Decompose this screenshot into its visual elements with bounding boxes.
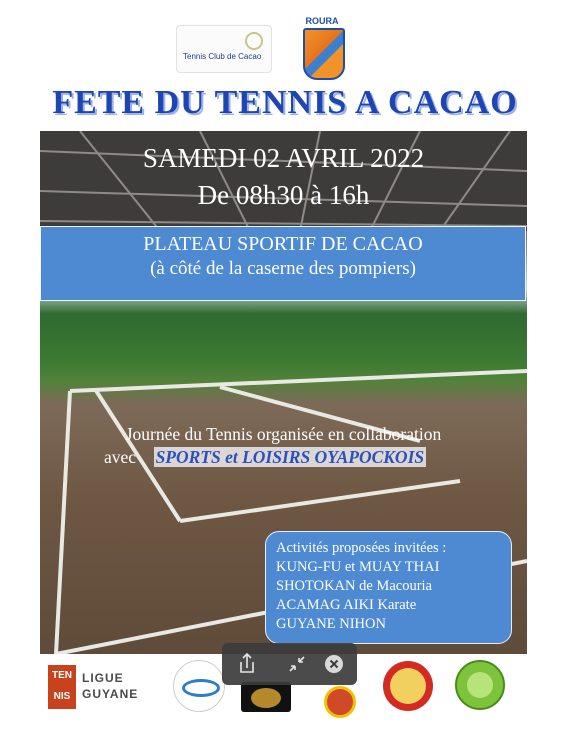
sports-loisirs-logo xyxy=(173,660,225,712)
tennis-ball-icon xyxy=(245,32,263,50)
swoosh-icon xyxy=(182,679,220,697)
share-icon xyxy=(230,649,264,679)
event-time: De 08h30 à 16h xyxy=(197,180,370,210)
exit-fullscreen-icon xyxy=(280,649,314,679)
activities-box xyxy=(265,531,512,644)
share-button[interactable] xyxy=(230,649,264,679)
fighter-icon xyxy=(324,686,356,718)
activity-item: KUNG-FU et MUAY THAI xyxy=(276,559,440,575)
activity-item: SHOTOKAN de Macouria xyxy=(276,578,432,594)
emblem-icon xyxy=(251,688,281,708)
green-club-logo xyxy=(455,660,505,710)
tennis-club-logo xyxy=(176,25,272,73)
event-date: SAMEDI 02 AVRIL 2022 xyxy=(142,143,425,173)
roura-shield-icon xyxy=(303,28,345,80)
viewer-toolbar xyxy=(222,643,357,685)
roura-logo xyxy=(301,16,343,78)
partner-organisation: SPORTS et LOISIRS OYAPOCKOIS xyxy=(155,447,425,467)
green-emblem-icon xyxy=(467,672,493,698)
martial-arts-logo xyxy=(241,682,291,712)
collaboration-partner-line xyxy=(104,447,426,468)
logo-square-text-bottom: NIS xyxy=(53,691,71,702)
venue-box xyxy=(40,226,526,301)
exit-fullscreen-button[interactable] xyxy=(280,649,314,679)
ligue-logo-line1: LIGUE xyxy=(82,671,124,685)
karate-emblem-icon xyxy=(390,668,426,704)
collaboration-prefix: avec xyxy=(104,447,137,467)
roura-logo-text: ROURA xyxy=(305,16,339,26)
activity-item: ACAMAG AIKI Karate xyxy=(276,597,417,613)
tennis-square-icon xyxy=(48,665,76,709)
logo-square-text-top: TEN xyxy=(52,670,72,681)
venue-note: (à côté de la caserne des pompiers) xyxy=(150,258,416,279)
karate-club-logo xyxy=(383,661,433,711)
collaboration-line: Journée du Tennis organisée en collaboration xyxy=(125,424,442,444)
page-title: FETE DU TENNIS A CACAO xyxy=(52,84,518,121)
close-button[interactable] xyxy=(317,649,351,679)
ligue-guyane-logo xyxy=(48,665,158,709)
club-logo-text: Tennis Club de Cacao xyxy=(183,52,262,61)
ligue-logo-line2: GUYANE xyxy=(82,687,139,701)
activity-item: GUYANE NIHON xyxy=(276,616,386,632)
venue-name: PLATEAU SPORTIF DE CACAO xyxy=(143,233,423,255)
activities-heading: Activités proposées invitées : xyxy=(276,540,447,556)
close-icon xyxy=(317,649,351,679)
